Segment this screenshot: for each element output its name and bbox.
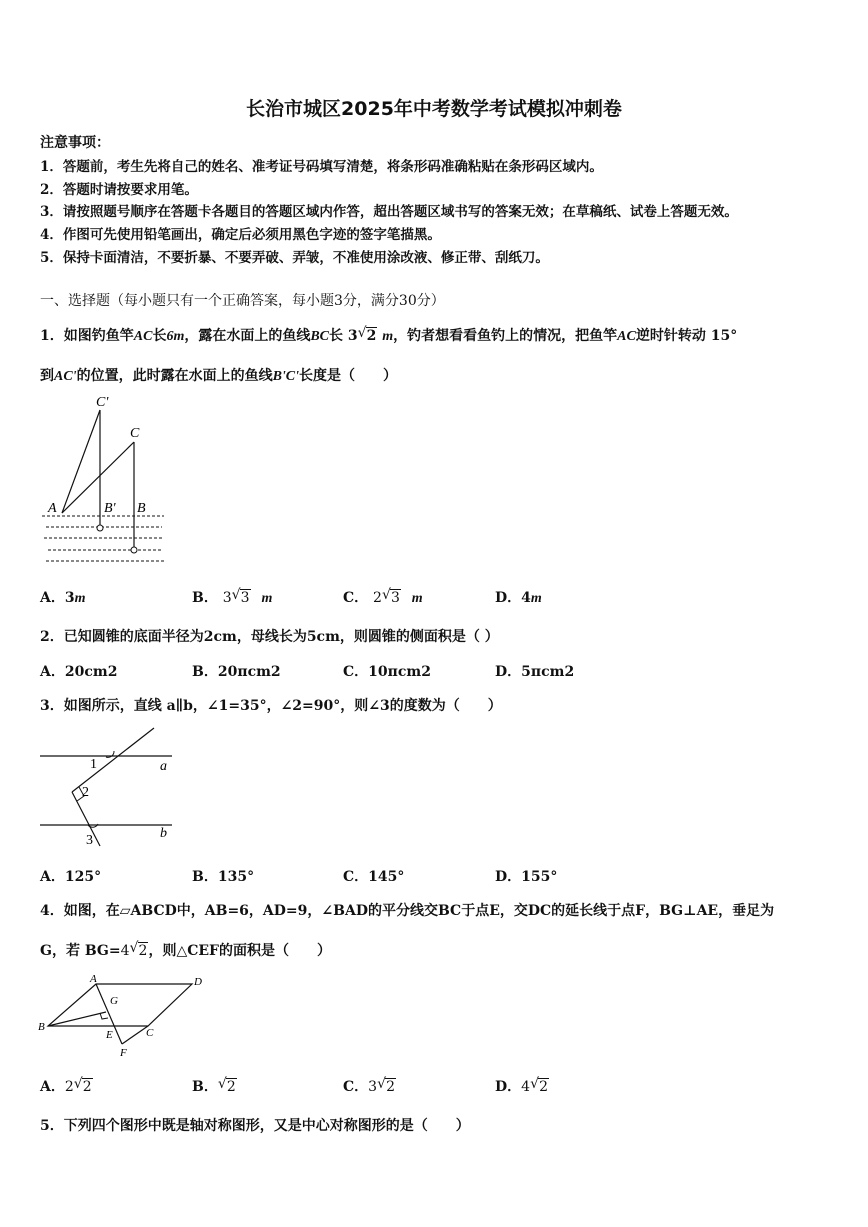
q3-option-a[interactable]: A．125° — [40, 869, 102, 885]
q1-option-a[interactable]: A．3m — [40, 590, 86, 606]
q4-option-c[interactable]: C．3 √ 2 — [343, 1076, 395, 1095]
note-item: 4．作图可先使用铅笔画出，确定后必须用黑色字迹的签字笔描黑。 — [40, 227, 441, 243]
label-E: E — [106, 1029, 113, 1041]
label-C: C — [130, 426, 140, 441]
notes-heading: 注意事项： — [40, 135, 110, 151]
q3-option-c[interactable]: C．145° — [343, 869, 405, 885]
q1-option-d[interactable]: D．4m — [495, 590, 542, 606]
label-A: A — [48, 501, 57, 516]
note-item: 5．保持卡面清洁，不要折暴、不要弄破、弄皱，不准使用涂改液、修正带、刮纸刀。 — [40, 250, 549, 266]
line-b-label: b — [160, 826, 167, 841]
line-a-label: a — [160, 759, 167, 774]
label-Bp: B' — [104, 501, 116, 516]
sqrt-symbol: √ 2 — [357, 325, 377, 344]
q4-option-a[interactable]: A．2 √ 2 — [40, 1076, 92, 1095]
page-title: 长治市城区2025年中考数学考试模拟冲刺卷 — [246, 98, 622, 120]
q4-figure — [36, 972, 216, 1062]
note-item: 2．答题时请按要求用笔。 — [40, 182, 198, 198]
q2-text: 2．已知圆锥的底面半径为2cm，母线长为5cm，则圆锥的侧面积是（ ） — [40, 629, 499, 645]
q3-option-b[interactable]: B．135° — [192, 869, 255, 885]
q4-line1: 4．如图，在▱ABCD中，AB=6，AD=9，∠BAD的平分线交BC于点E，交DC的延长线于点F，BG⊥AE，垂足为 — [40, 903, 775, 919]
label-Cp: C' — [96, 395, 109, 410]
note-item: 3．请按照题号顺序在答题卡各题目的答题区域内作答，超出答题区域书写的答案无效；在草稿纸、试卷上答题无效。 — [40, 204, 738, 220]
angle-2-label: 2 — [82, 785, 89, 800]
q4-option-b[interactable]: B． √ 2 — [192, 1076, 236, 1095]
q3-option-d[interactable]: D．155° — [495, 869, 558, 885]
q3-text: 3．如图所示，直线 a∥b，∠1=35°，∠2=90°，则∠3的度数为（ ） — [40, 698, 502, 714]
q2-option-a[interactable]: A．20cm2 — [40, 664, 118, 680]
q1-line2: 到AC'的位置，此时露在水面上的鱼线B'C'长度是（ ） — [40, 368, 398, 384]
q1-option-c[interactable]: C． 2 √ 3 m — [343, 587, 423, 606]
label-G: G — [110, 995, 118, 1007]
section-heading: 一、选择题（每小题只有一个正确答案，每小题3分，满分30分） — [40, 293, 445, 309]
q4-option-d[interactable]: D．4 √ 2 — [495, 1076, 548, 1095]
q5-text: 5．下列四个图形中既是轴对称图形，又是中心对称图形的是（ ） — [40, 1118, 470, 1134]
q2-option-c[interactable]: C．10πcm2 — [343, 664, 431, 680]
q2-option-d[interactable]: D．5πcm2 — [495, 664, 575, 680]
label-B: B — [137, 501, 146, 516]
q1-line1: 1．如图钓鱼竿AC长6m，露在水面上的鱼线BC长 3 √ 2 m，钓者想看看鱼钓上的情况，把鱼竿AC逆时针转动 15° — [40, 325, 738, 344]
q4-line2: G，若 BG=4 √ 2，则△CEF的面积是（ ） — [40, 940, 331, 959]
label-A: A — [90, 973, 97, 985]
label-F: F — [120, 1047, 127, 1059]
q1-figure — [36, 390, 176, 570]
q2-option-b[interactable]: B．20πcm2 — [192, 664, 281, 680]
label-C: C — [146, 1027, 154, 1039]
label-D: D — [194, 976, 202, 988]
q1-option-b[interactable]: B． 3 √ 3 m — [192, 587, 273, 606]
angle-3-label: 3 — [86, 833, 93, 848]
note-item: 1．答题前，考生先将自己的姓名、准考证号码填写清楚，将条形码准确粘贴在条形码区域内。 — [40, 159, 603, 175]
q3-figure — [36, 722, 186, 852]
label-B: B — [38, 1021, 45, 1033]
angle-1-label: 1 — [90, 757, 97, 772]
